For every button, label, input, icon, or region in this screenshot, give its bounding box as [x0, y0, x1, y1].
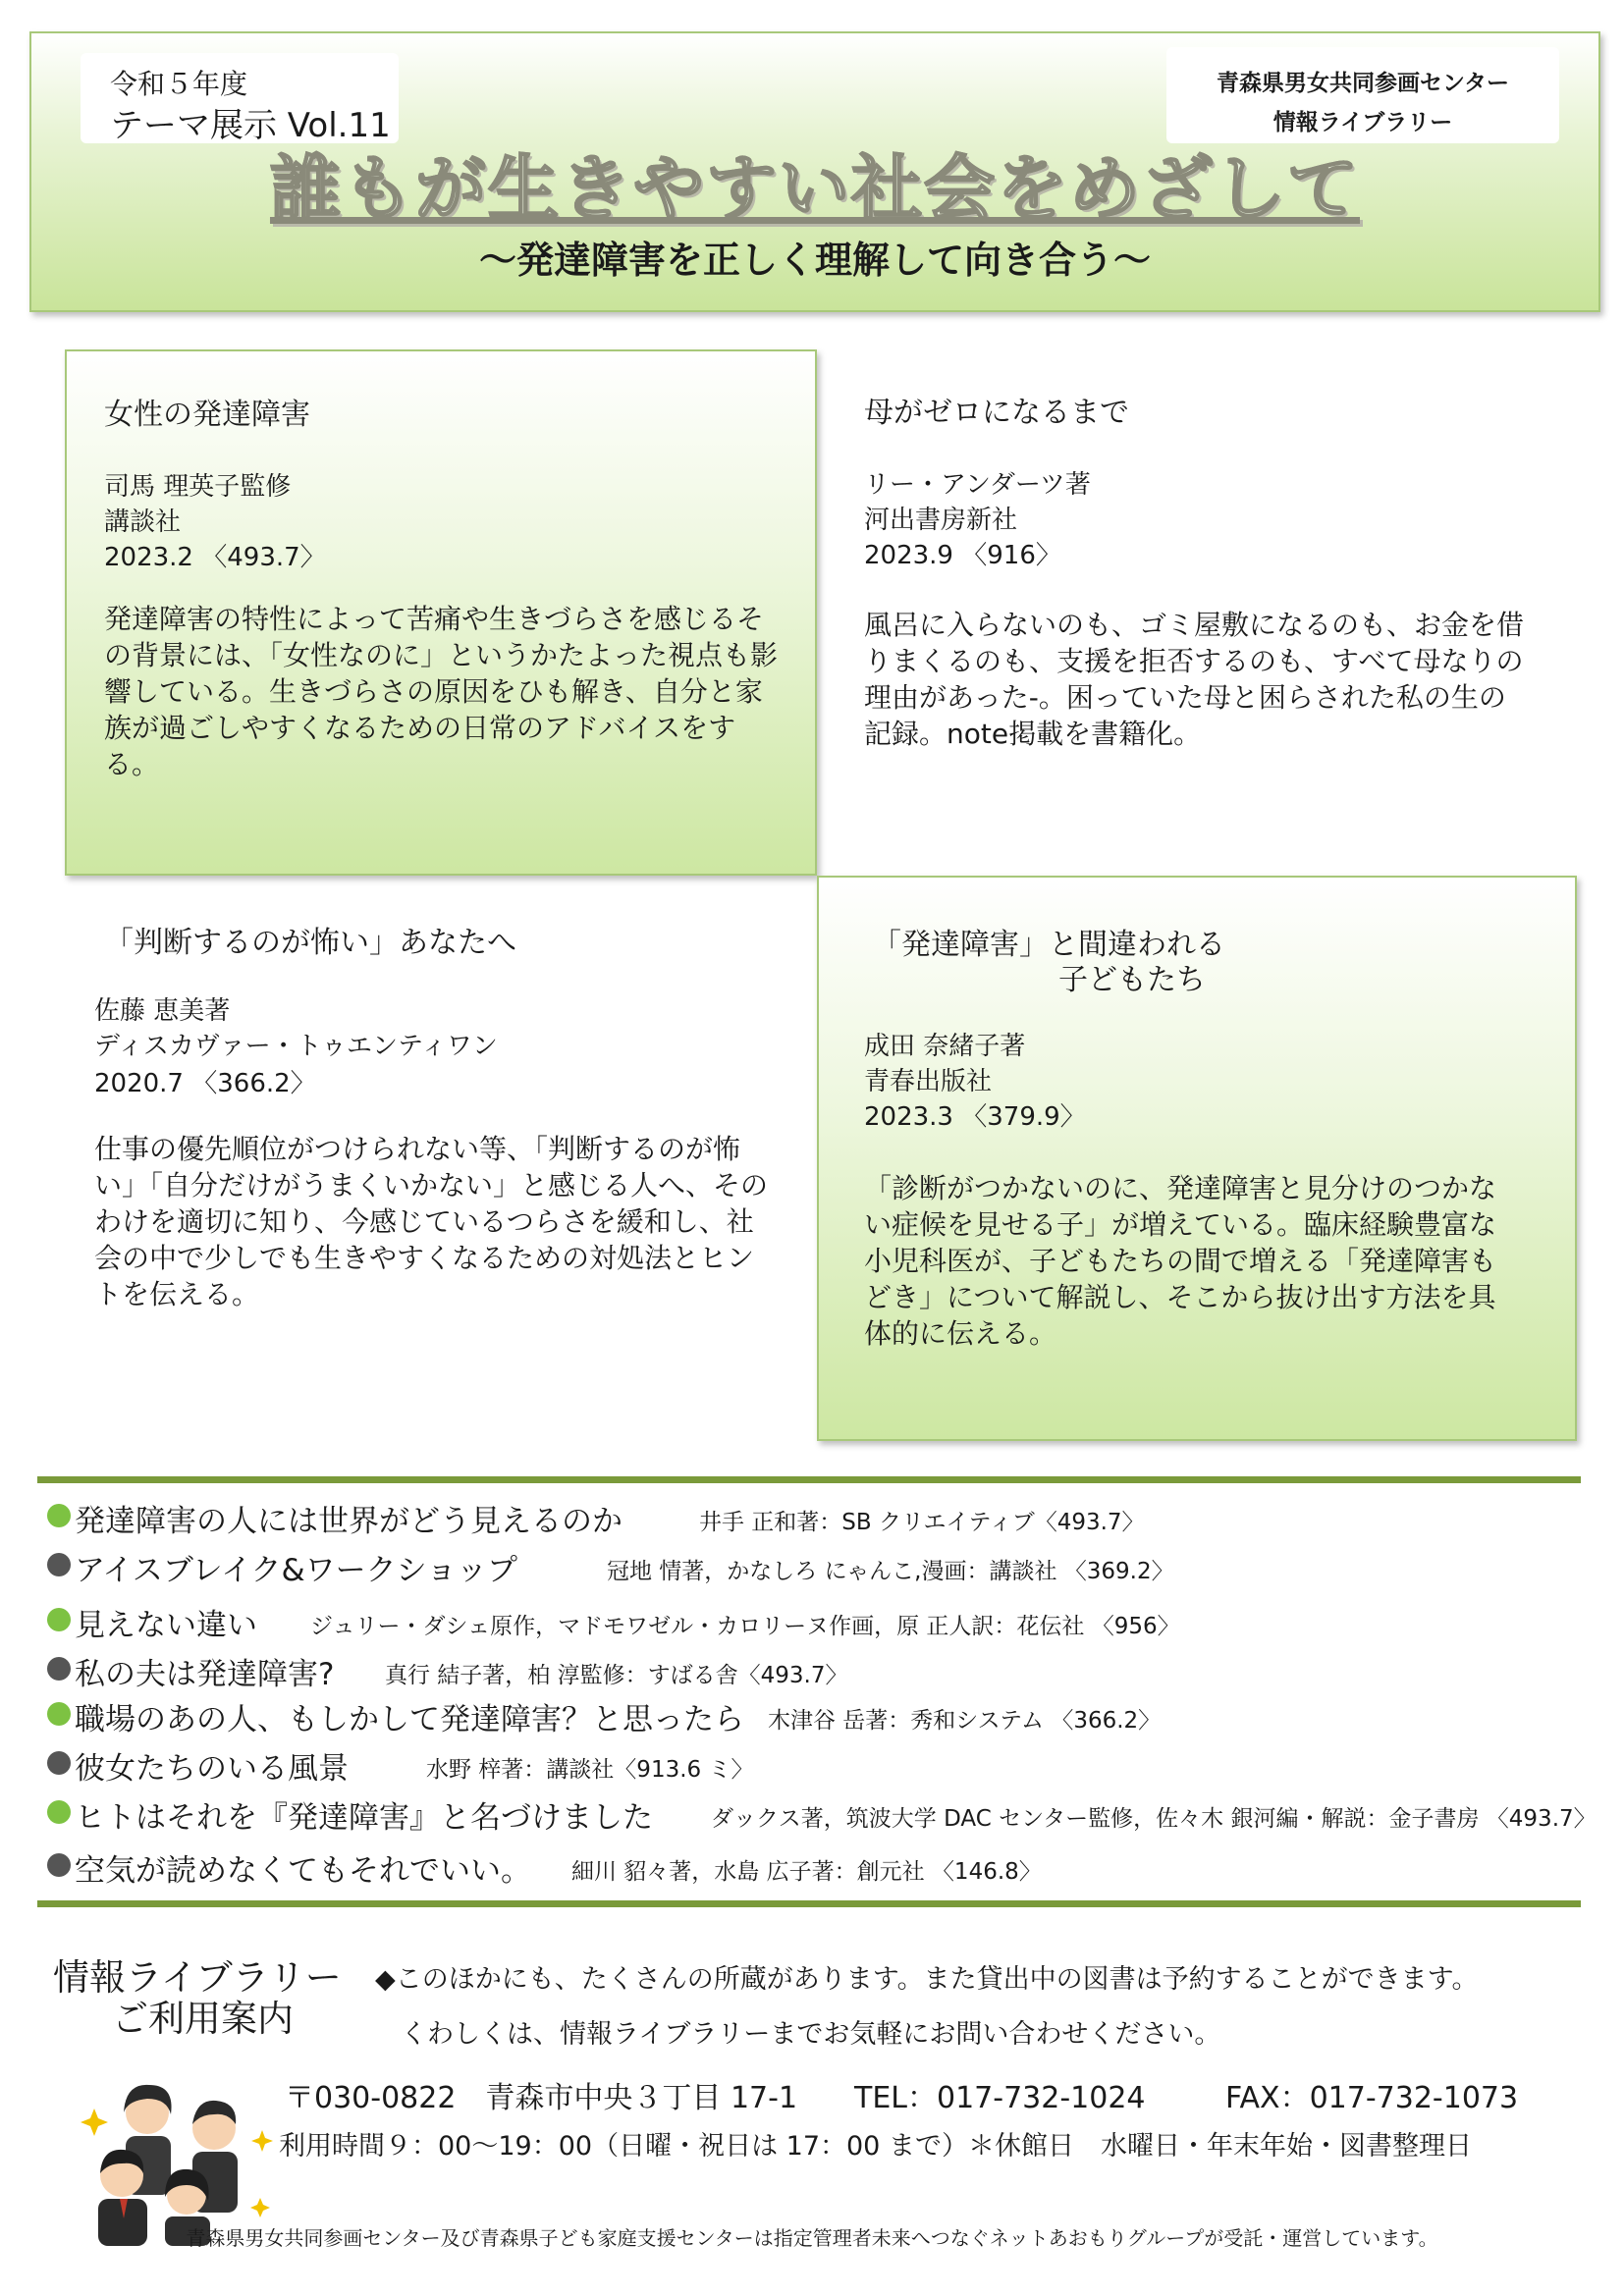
list-item — [47, 1845, 1598, 1889]
tel-number: TEL：017-732-1024 — [854, 2081, 1146, 2115]
bullet-icon — [47, 1504, 71, 1527]
list-item-title: 私の夫は発達障害? — [75, 1657, 335, 1692]
header-banner — [29, 31, 1600, 312]
page-subtitle: ～発達障害を正しく理解して向き合う～ — [478, 239, 1151, 282]
exhibit-series: テーマ展示 Vol.11 — [110, 106, 391, 145]
library-name: 情報ライブラリー — [1272, 110, 1453, 135]
book-author: 司馬 理英子監修 — [104, 472, 292, 502]
operator-note: 青森県男女共同参画センター及び青森県子ども家庭支援センターは指定管理者未来へつなぐネットあおもりグループが受託・運営しています。 — [186, 2226, 1438, 2250]
list-item-title: 見えない違い — [75, 1608, 257, 1643]
book-date-class: 2023.2 〈493.7〉 — [104, 543, 326, 572]
bullet-icon — [47, 1553, 71, 1576]
list-item-info: 木津谷 岳著：秀和システム 〈366.2〉 — [768, 1708, 1162, 1734]
list-item — [47, 1649, 1598, 1692]
staff-illustration-icon — [77, 2079, 279, 2246]
book-author: 佐藤 恵美著 — [94, 996, 231, 1026]
bullet-icon — [47, 1657, 71, 1681]
book-card — [65, 349, 817, 876]
opening-hours: 利用時間９：00～19：00（日曜・祝日は 17：00 まで）＊休館日 水曜日・年末年始・図書整理日 — [279, 2131, 1472, 2162]
book-card — [65, 883, 817, 1345]
book-title: 「発達障害」と間違われる — [872, 928, 1225, 962]
book-card — [829, 349, 1595, 781]
book-author: リー・アンダーツ著 — [864, 470, 1091, 500]
list-item — [47, 1600, 1598, 1643]
divider-bottom — [37, 1900, 1581, 1907]
book-author: 成田 奈緒子著 — [864, 1032, 1026, 1061]
fax-number: FAX：017-732-1073 — [1225, 2081, 1519, 2115]
fiscal-year: 令和５年度 — [110, 68, 248, 100]
list-item-title: 職場のあの人、もしかして発達障害？と思ったら — [75, 1702, 744, 1737]
list-item-info: ダックス著，筑波大学 DAC センター監修，佐々木 銀河編・解説：金子書房 〈493.7〉 — [711, 1806, 1597, 1832]
book-publisher: 河出書房新社 — [864, 506, 1018, 535]
list-item-info: 井手 正和著：SB クリエイティブ〈493.7〉 — [699, 1510, 1145, 1535]
list-item-title: ヒトはそれを『発達障害』と名づけました — [75, 1800, 653, 1836]
bullet-icon — [47, 1608, 71, 1631]
list-item — [47, 1545, 1598, 1588]
list-item — [47, 1694, 1598, 1737]
list-item-title: 空気が読めなくてもそれでいい。 — [75, 1853, 531, 1889]
guide-title: 情報ライブラリー — [53, 1956, 342, 1999]
exhibit-tag — [81, 53, 399, 143]
book-date-class: 2023.9 〈916〉 — [864, 541, 1061, 570]
list-item-info: 真行 結子著，柏 淳監修：すばる舎〈493.7〉 — [385, 1663, 848, 1688]
list-item-info: 冠地 情著，かなしろ にゃんこ,漫画：講談社 〈369.2〉 — [607, 1559, 1174, 1584]
book-date-class: 2020.7 〈366.2〉 — [94, 1069, 316, 1098]
bullet-icon — [47, 1702, 71, 1726]
book-date-class: 2023.3 〈379.9〉 — [864, 1102, 1086, 1132]
divider-top — [37, 1476, 1581, 1483]
organization-tag — [1166, 47, 1559, 143]
book-description: 発達障害の特性によって苦痛や生きづらさを感じるそ の背景には、「女性なのに」というかたよった視点も影 響している。生きづらさの原因をひも解き、自分と家 族が過ごしやすくなるための日常のアドバイスをす る。 — [104, 603, 779, 780]
list-item-info: 水野 梓著：講談社〈913.6 ミ〉 — [426, 1757, 754, 1783]
list-item-title: アイスブレイク&ワークショップ — [75, 1553, 518, 1588]
bullet-icon — [47, 1751, 71, 1775]
book-title-line2: 子どもたち — [1058, 963, 1206, 997]
address: 〒030-0822 青森市中央３丁目 17-1 — [285, 2081, 798, 2115]
bullet-icon — [47, 1853, 71, 1877]
list-item-title: 発達障害の人には世界がどう見えるのか — [75, 1504, 623, 1539]
list-item — [47, 1743, 1598, 1787]
book-title: 女性の発達障害 — [104, 398, 310, 432]
page-title: 誰もが生きやすい社会をめざして — [269, 147, 1360, 230]
book-description: 「診断がつかないのに、発達障害と見分けのつかな い症候を見せる子」が増えている。臨床経験豊富な 小児科医が、子どもたちの間で増える「発達障害も どき」について解説し、そこから抜け出す方法を具 体的に伝える。 — [864, 1172, 1497, 1350]
notice-line: ◆このほかにも、たくさんの所蔵があります。また貸出中の図書は予約することができます。 — [375, 1964, 1479, 1995]
bullet-icon — [47, 1800, 71, 1824]
book-card — [817, 876, 1577, 1441]
book-title: 「判断するのが怖い」あなたへ — [104, 926, 516, 960]
list-item-info: 細川 貂々著，水島 広子著：創元社 〈146.8〉 — [571, 1859, 1042, 1885]
guide-subtitle: ご利用案内 — [112, 1998, 294, 2040]
book-description: 風呂に入らないのも、ゴミ屋敷になるのも、お金を借 りまくるのも、支援を拒否するのも、すべて母なりの 理由があった-。困っていた母と困らされた私の生の 記録。note掲載を書籍化。 — [864, 609, 1525, 750]
book-description: 仕事の優先順位がつけられない等、「判断するのが怖 い」「自分だけがうまくいかない」と感じる人へ、その わけを適切に知り、今感じているつらさを緩和し、社 会の中で少しでも生きやすくなるための対処法とヒン トを伝える。 — [94, 1133, 769, 1310]
list-item-title: 彼女たちのいる風景 — [75, 1751, 349, 1787]
list-item-info: ジュリー・ダシェ原作，マドモワゼル・カロリーヌ作画，原 正人訳：花伝社 〈956〉 — [310, 1614, 1180, 1639]
book-publisher: 講談社 — [104, 507, 182, 537]
book-publisher: ディスカヴァー・トゥエンティワン — [94, 1032, 498, 1061]
notice-line: くわしくは、情報ライブラリーまでお気軽にお問い合わせください。 — [401, 2019, 1221, 2050]
book-publisher: 青春出版社 — [864, 1067, 993, 1096]
list-item — [47, 1496, 1598, 1539]
organization-name: 青森県男女共同参画センター — [1216, 71, 1510, 96]
list-item — [47, 1792, 1598, 1836]
book-title: 母がゼロになるまで — [864, 396, 1129, 430]
